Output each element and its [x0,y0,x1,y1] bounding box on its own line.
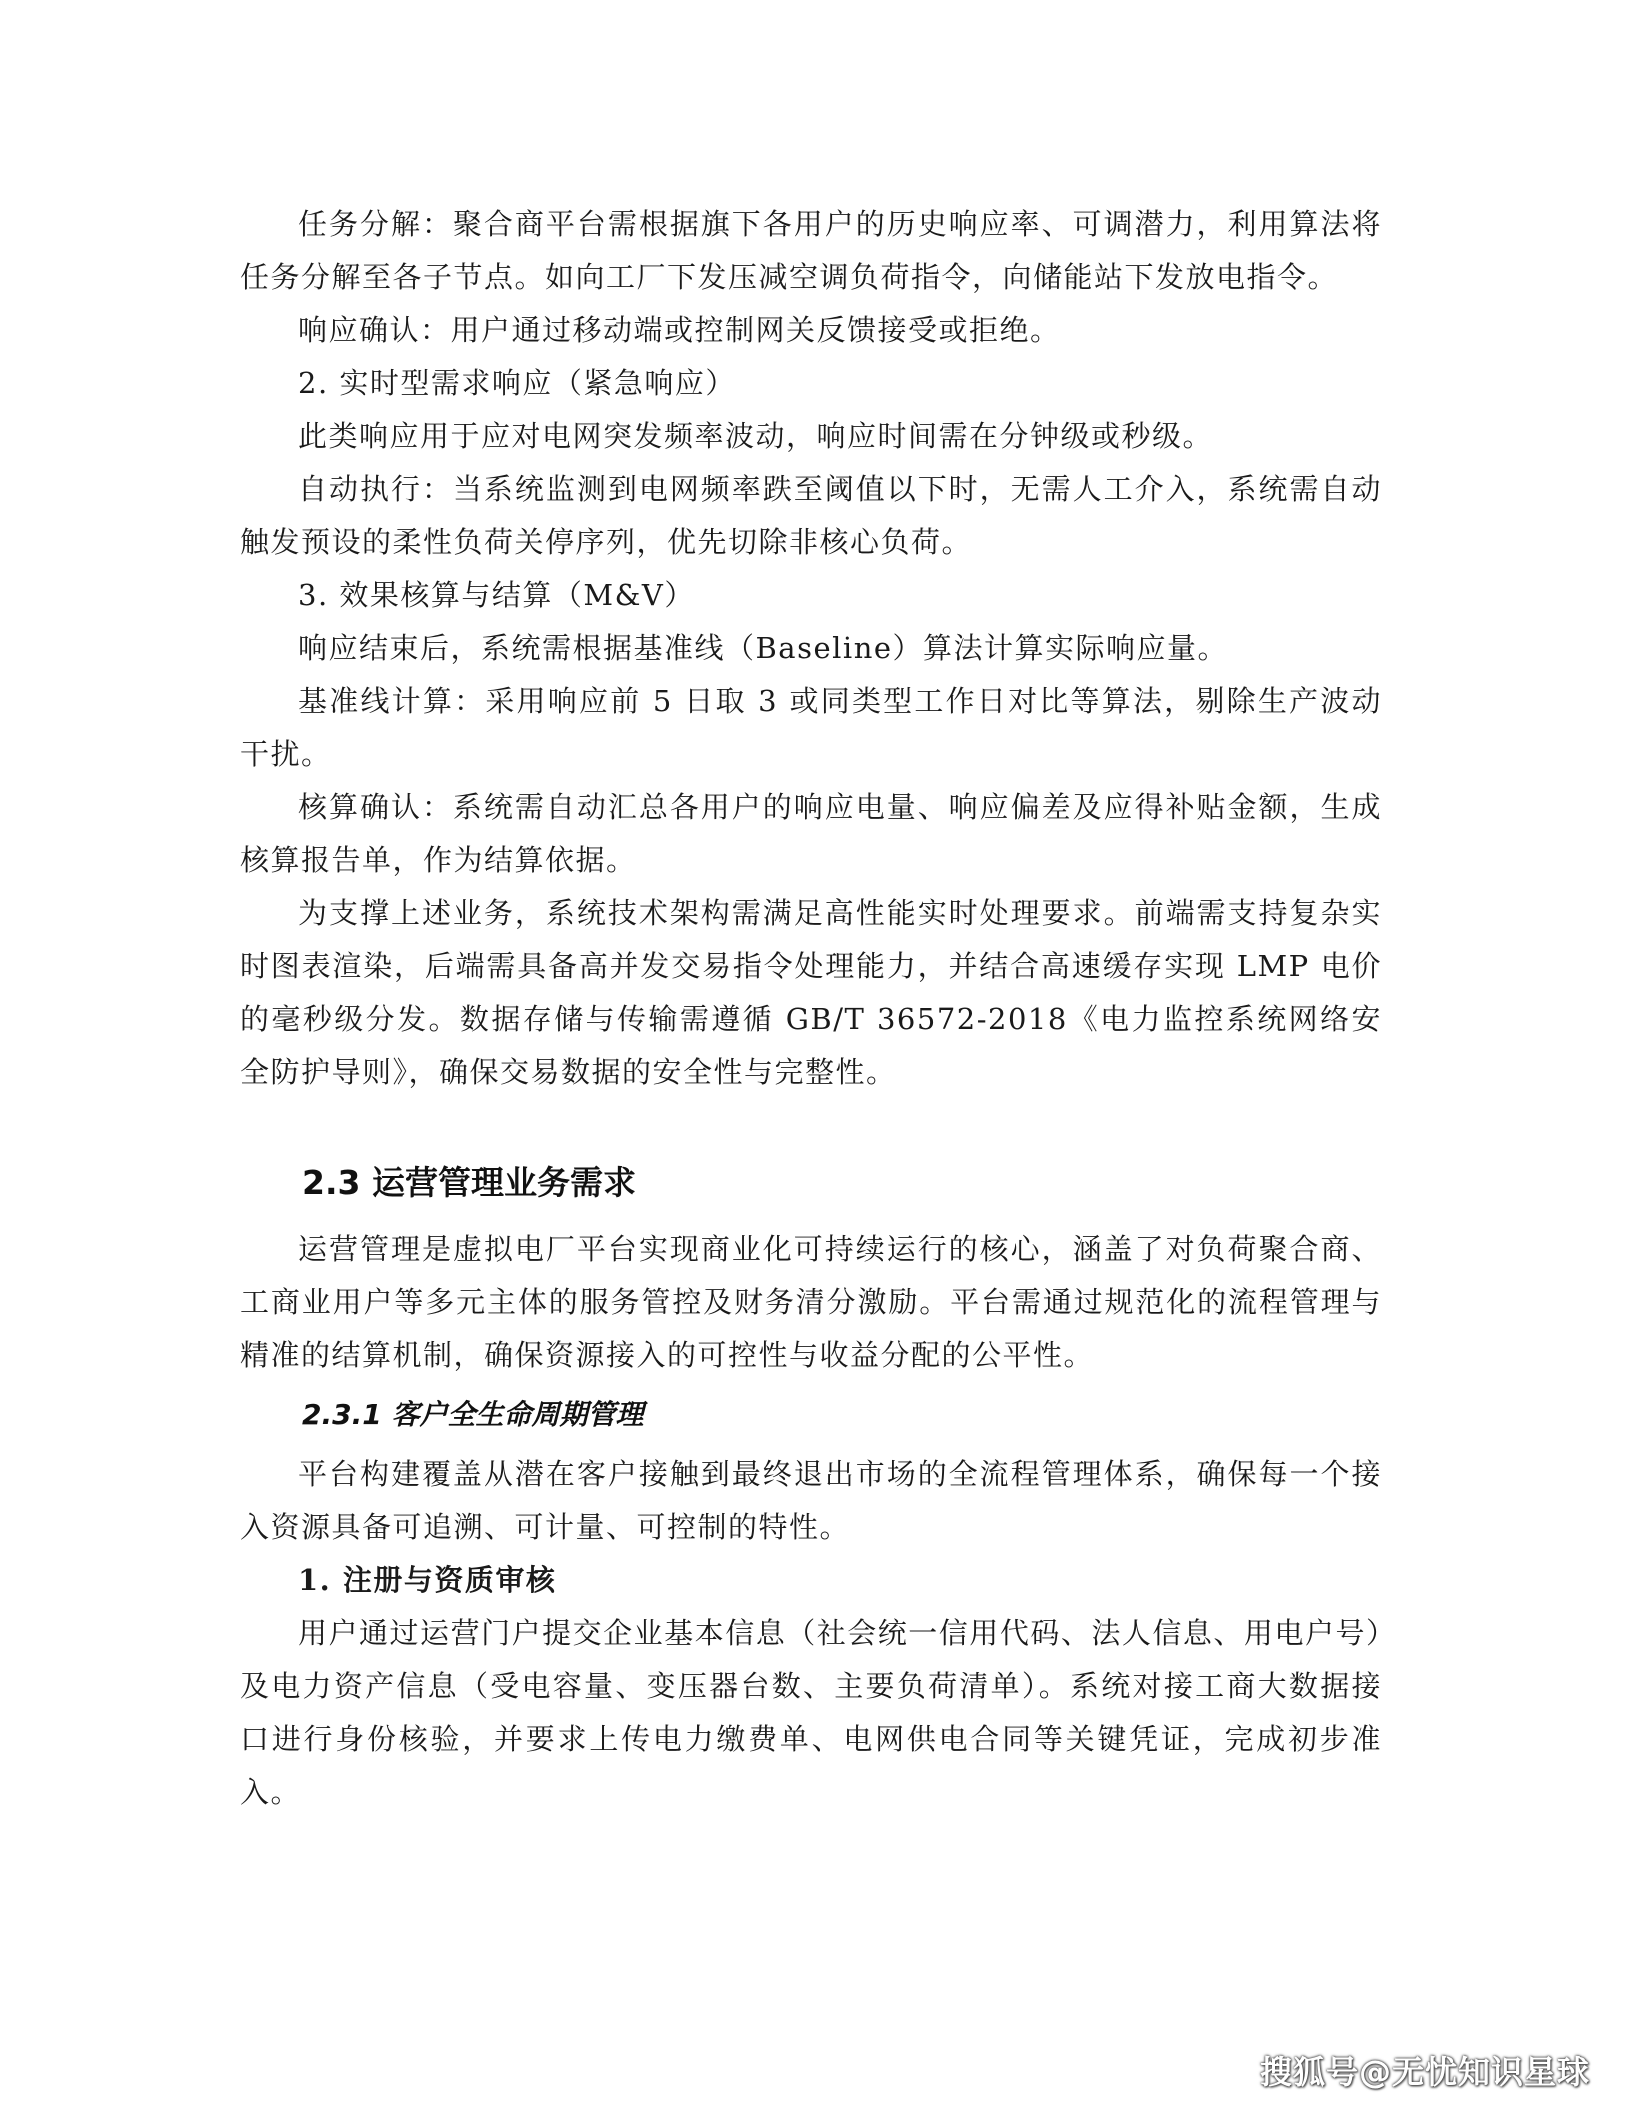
list-item-mv: 3. 效果核算与结算（M&V） [298,578,695,612]
watermark: 搜狐号@无忧知识星球 [1259,2053,1590,2091]
paragraph-accounting: 核算确认：系统需自动汇总各用户的响应电量、响应偏差及应得补贴金额，生成核算报告单，作为结算依据。 [240,790,1382,877]
paragraph-auto-execute: 自动执行：当系统监测到电网频率跌至阈值以下时，无需人工介入，系统需自动触发预设的柔性负荷关停序列，优先切除非核心负荷。 [240,472,1382,559]
paragraph-ops-intro: 运营管理是虚拟电厂平台实现商业化可持续运行的核心，涵盖了对负荷聚合商、工商业用户等多元主体的服务管控及财务清分激励。平台需通过规范化的流程管理与精准的结算机制，确保资源接入的可控性与收益分配的公平性。 [240,1232,1382,1372]
paragraph-architecture: 为支撑上述业务，系统技术架构需满足高性能实时处理要求。前端需支持复杂实时图表渲染，后端需具备高并发交易指令处理能力，并结合高速缓存实现 LMP 电价的毫秒级分发。数据存储与传输需遵循 GB/T 36572-2018《电力监控系统网络安全防护导则》，确保交易数据的安全性与完整性。 [240,896,1382,1089]
paragraph-after-response: 响应结束后，系统需根据基准线（Baseline）算法计算实际响应量。 [298,631,1229,665]
paragraph-baseline: 基准线计算：采用响应前 5 日取 3 或同类型工作日对比等算法，剔除生产波动干扰。 [240,684,1382,771]
list-item-realtime-response: 2. 实时型需求响应（紧急响应） [298,366,736,400]
section-heading-2-3-1: 2.3.1 客户全生命周期管理 [302,1398,644,1431]
section-heading-2-3: 2.3 运营管理业务需求 [302,1163,636,1202]
paragraph-lifecycle-intro: 平台构建覆盖从潜在客户接触到最终退出市场的全流程管理体系，确保每一个接入资源具备可追溯、可计量、可控制的特性。 [240,1457,1382,1544]
paragraph-response-confirm: 响应确认：用户通过移动端或控制网关反馈接受或拒绝。 [298,313,1061,347]
paragraph-registration-body: 用户通过运营门户提交企业基本信息（社会统一信用代码、法人信息、用电户号）及电力资产信息（受电容量、变压器台数、主要负荷清单）。系统对接工商大数据接口进行身份核验，并要求上传电力缴费单、电网供电合同等关键凭证，完成初步准入。 [240,1616,1382,1809]
paragraph-realtime-desc: 此类响应用于应对电网突发频率波动，响应时间需在分钟级或秒级。 [298,419,1214,453]
list-item-registration: 1. 注册与资质审核 [298,1563,557,1597]
page-content [240,198,1382,1819]
paragraph-task-decomposition: 任务分解：聚合商平台需根据旗下各用户的历史响应率、可调潜力，利用算法将任务分解至各子节点。如向工厂下发压减空调负荷指令，向储能站下发放电指令。 [240,207,1382,294]
